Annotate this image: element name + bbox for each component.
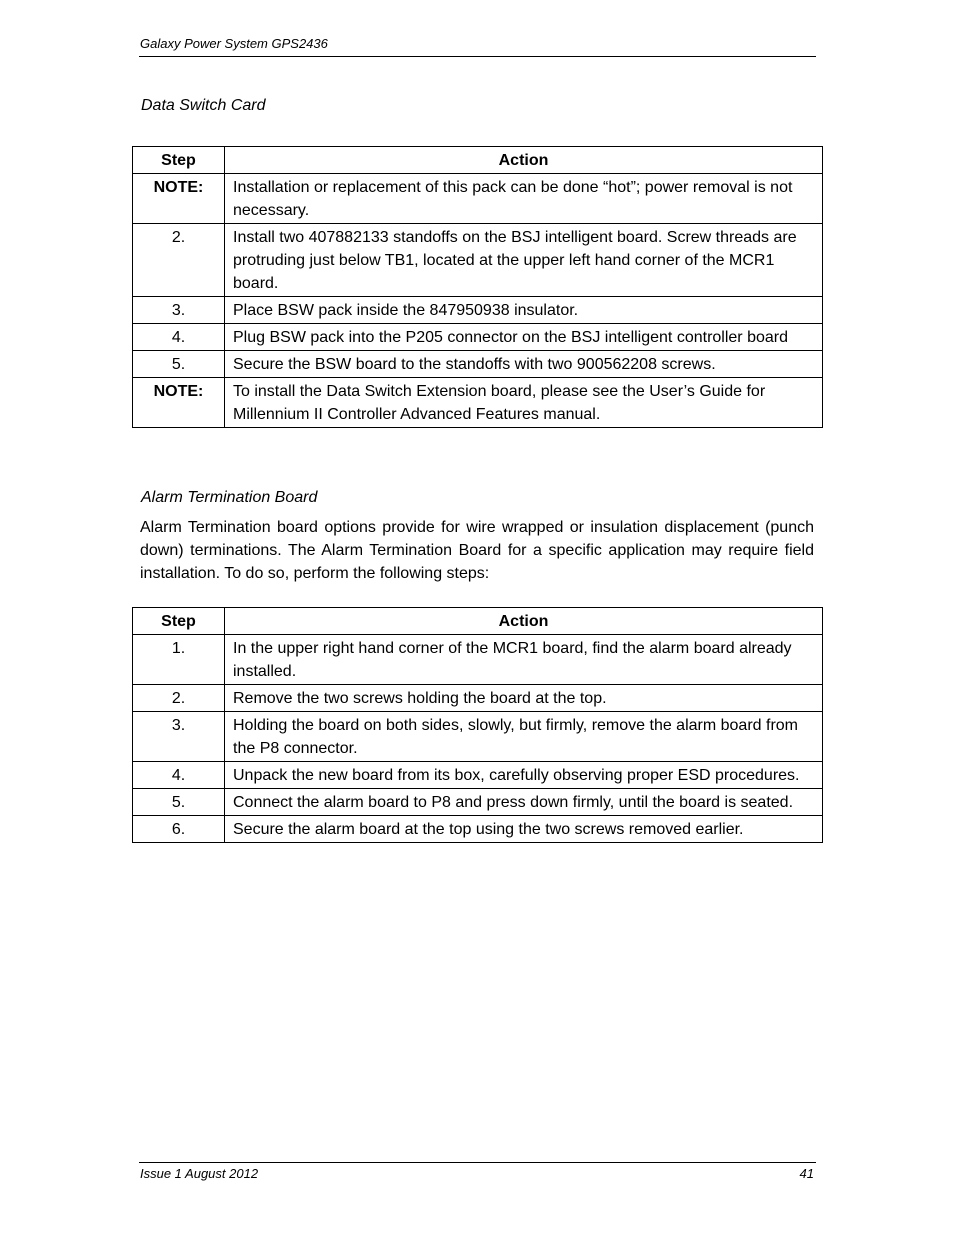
data-switch-steps-table <box>132 146 823 428</box>
step-cell: 2. <box>133 685 225 712</box>
table-header-row <box>133 147 823 174</box>
action-cell: Installation or replacement of this pack can be done “hot”; power removal is not necessary. <box>225 174 823 224</box>
step-cell: 3. <box>133 712 225 762</box>
step-column-header: Step <box>133 147 225 174</box>
footer-rule <box>139 1162 816 1163</box>
section-heading-data-switch: Data Switch Card <box>141 97 266 114</box>
data-switch-table-body <box>133 174 823 428</box>
alarm-termination-intro: Alarm Termination board options provide for wire wrapped or insulation displacement (punch down) terminations. The Alarm Termination Board for a specific application may require field installation. To do so, perform the following steps: <box>140 519 814 582</box>
action-cell: In the upper right hand corner of the MCR1 board, find the alarm board already installed. <box>225 635 823 685</box>
table-row <box>133 712 823 762</box>
step-column-header: Step <box>133 608 225 635</box>
action-cell: Holding the board on both sides, slowly, but firmly, remove the alarm board from the P8 connector. <box>225 712 823 762</box>
table-row <box>133 324 823 351</box>
step-cell: 4. <box>133 324 225 351</box>
alarm-termination-steps-table <box>132 607 823 843</box>
step-cell: 6. <box>133 816 225 843</box>
step-cell: 5. <box>133 789 225 816</box>
step-cell: 5. <box>133 351 225 378</box>
table-row <box>133 685 823 712</box>
table-row <box>133 635 823 685</box>
issue-date: Issue 1 August 2012 <box>140 1166 259 1181</box>
action-cell: Remove the two screws holding the board at the top. <box>225 685 823 712</box>
running-header: Galaxy Power System GPS2436 <box>140 36 328 51</box>
action-cell: Plug BSW pack into the P205 connector on the BSJ intelligent controller board <box>225 324 823 351</box>
step-cell: 1. <box>133 635 225 685</box>
table-row <box>133 224 823 297</box>
table-row <box>133 378 823 428</box>
header-rule <box>139 56 816 57</box>
action-cell: Place BSW pack inside the 847950938 insulator. <box>225 297 823 324</box>
table-row <box>133 762 823 789</box>
step-cell: NOTE: <box>133 174 225 224</box>
action-cell: Install two 407882133 standoffs on the BSJ intelligent board. Screw threads are protruding just below TB1, located at the upper left hand corner of the MCR1 board. <box>225 224 823 297</box>
table-header-row <box>133 608 823 635</box>
step-cell: 4. <box>133 762 225 789</box>
action-cell: Unpack the new board from its box, carefully observing proper ESD procedures. <box>225 762 823 789</box>
table-row <box>133 816 823 843</box>
table-row <box>133 351 823 378</box>
table-row <box>133 174 823 224</box>
page-number: 41 <box>799 1166 814 1181</box>
step-cell: 3. <box>133 297 225 324</box>
table-row <box>133 297 823 324</box>
action-cell: Connect the alarm board to P8 and press down firmly, until the board is seated. <box>225 789 823 816</box>
action-cell: Secure the BSW board to the standoffs with two 900562208 screws. <box>225 351 823 378</box>
alarm-termination-table-body <box>133 635 823 843</box>
action-column-header: Action <box>225 147 823 174</box>
table-row <box>133 789 823 816</box>
step-cell: NOTE: <box>133 378 225 428</box>
section-heading-alarm-termination: Alarm Termination Board <box>141 489 318 506</box>
action-cell: Secure the alarm board at the top using the two screws removed earlier. <box>225 816 823 843</box>
action-column-header: Action <box>225 608 823 635</box>
action-cell: To install the Data Switch Extension board, please see the User’s Guide for Millennium II Controller Advanced Features manual. <box>225 378 823 428</box>
step-cell: 2. <box>133 224 225 297</box>
